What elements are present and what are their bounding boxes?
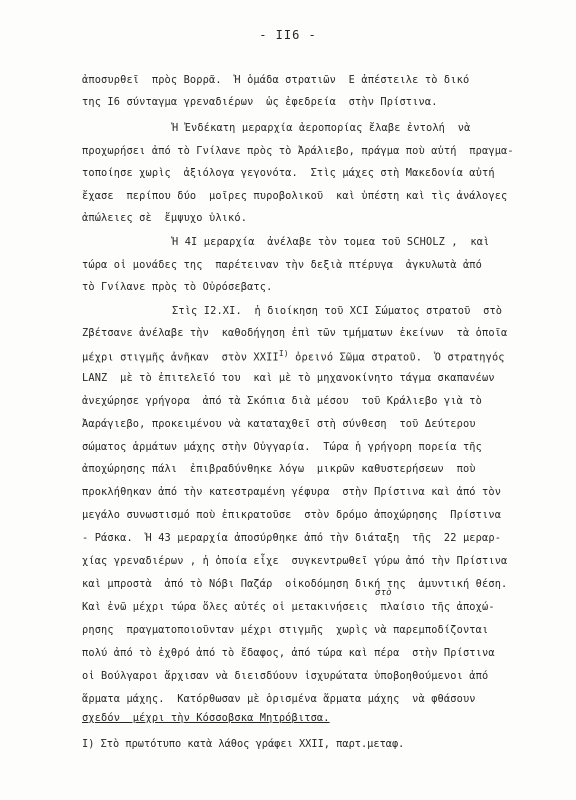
footnote: I) Στὸ πρωτότυπο κατὰ λάθος γράφει ΧΧΙΙ, παρτ.μεταφ. (82, 738, 405, 750)
text-line: Ἡ Ἐνδέκατη μεραρχία ἀεροπορίας ἔλαβε ἐντολή νὰ (172, 122, 471, 134)
text-line: LANZ μὲ τὸ ἐπιτελεῖό του καὶ μὲ τὸ μηχανοκίνητο τάγμα σκαπανέων (82, 372, 495, 384)
text-line: χίας γρεναδιέρων , ἡ ὁποία εἶχε συγκεντρωθεῖ γύρω ἀπό τὴν Πρίστινα (82, 555, 508, 567)
text-line: Στὶς Ι2.ΧΙ. ἡ διοίκηση τοῦ ΧCI Σώματος στρατοῦ στὸ (172, 305, 503, 317)
text-line: σχεδόν μέχρι τὴν Κόσσοβσκα Μητρόβιτσα. (82, 712, 330, 724)
text-line: τὸ Γνίλανε πρὸς τὸ Οὐρόσεβατς. (82, 281, 273, 293)
text-segment: μέχρι στιγμῆς ἀνῆκαν στὸν XXII (82, 351, 279, 364)
text-line: ἀποσυρθεῖ πρὸς Βορρᾶ. Ἡ ὁμάδα στρατιῶν Ε ἀπέστειλε τὸ δικό (82, 74, 470, 86)
text-segment: ὀρεινό Σῶμα στρατοῦ. Ὁ στρατηγός (295, 351, 505, 364)
text-line: προκλήθηκαν ἀπό τὴν κατεστραμένη γέφυρα στὴν Πρίστινα καὶ ἀπό τὸν (82, 486, 502, 498)
handwritten-insert: στὸ (375, 588, 392, 598)
text-line: σώματος ἁρμάτων μάχης στὴν Οὐγγαρία. Τώρα ἡ γρήγορη πορεία τῆς (82, 441, 483, 453)
text-line: ἀποχώρησης πάλι ἐπιβραδύνθηκε λόγω μικρῶν καθυστερήσεων ποὺ (82, 463, 476, 475)
text-line: ἅρματα μάχης. Κατόρθωσαν μὲ ὁρισμένα ἅρματα μάχης νὰ φθάσουν (82, 693, 476, 705)
text-line: Καὶ ἐνῶ μέχρι τώρα ὅλες αὐτές οἱ μετακινήσεις πλαίσιο τῆς ἀποχώ- (82, 601, 495, 613)
text-line: Ἡ 4Ι μεραρχία ἀνέλαβε τὸν τομεα τοῦ SCHOLZ , καὶ (172, 236, 490, 248)
text-line: καὶ μπροστὰ ἀπό τὸ Νόβι Παζάρ οἰκοδόμηση δική της ἀμυντική θέση. (82, 578, 508, 590)
text-line: τώρα οἱ μονάδες της παρέτειναν τὴν δεξιὰ πτέρυγα ἀγκυλωτὰ ἀπό (82, 259, 483, 271)
text-line: ἀνεχώρησε γρήγορα ἀπό τὰ Σκόπια διὰ μέσου τοῦ Κράλιεβο γιὰ τὸ (82, 395, 483, 407)
text-line: ἔχασε περίπου δύο μοῖρες πυροβολικοῦ καὶ ὑπέστη καὶ τὶς ἀνάλογες (82, 190, 508, 202)
text-line: Ζβέτσανε ἀνέλαβε τὴν καθοδήγηση ἐπὶ τῶν τμήματων ἐκείνων τὰ ὁποῖα (82, 327, 508, 339)
text-line: - Ράσκα. Ἡ 43 μεραρχία ἀποσύρθηκε ἀπό τὴν διάταξη τῆς 22 μεραρ- (82, 532, 502, 544)
text-line: πολύ ἀπό τὸ ἐχθρό ἀπό τὸ ἔδαφος, ἀπό τώρα καὶ πέρα στὴν Πρίστινα (82, 647, 495, 659)
text-line: Ἀαράγιεβο, προκειμένου νὰ καταταχθεῖ στὴ σύνθεση τοῦ Δεύτερου (82, 418, 476, 430)
text-line: μεγάλο συνωστισμό ποὺ ἐπικρατοῦσε στὸν δρόμο ἀποχώρησης Πρίστινα (82, 509, 502, 521)
text-line: οἱ Βούλγαροι ἄρχισαν νὰ διεισδύουν ἰσχυρώτατα ὑποβοηθούμενοι ἀπό (82, 670, 489, 682)
text-line: τοποίησε χωρὶς ἀξιόλογα γεγονότα. Στὶς μάχες στὴ Μακεδονία αὐτή (82, 167, 495, 179)
page-number: - II6 - (259, 28, 317, 42)
text-line: ἀπώλειες σὲ ἔμψυχο ὑλικό. (82, 212, 248, 224)
text-line: της Ι6 σύνταγμα γρεναδιέρων ὡς ἐφεδρεία στὴν Πρίστινα. (82, 96, 438, 108)
footnote-marker: I) (278, 349, 289, 358)
text-line: ρησης πραγματοποιοῦνταν μέχρι στιγμῆς χωρὶς νὰ παρεμποδίζονται (82, 624, 489, 636)
text-line (82, 349, 505, 363)
text-line: προχωρήσει ἀπό τὸ Γνίλανε πρὸς τὸ Ἀράλιεβο, πράγμα ποὺ αὐτή πραγμα- (82, 145, 514, 157)
